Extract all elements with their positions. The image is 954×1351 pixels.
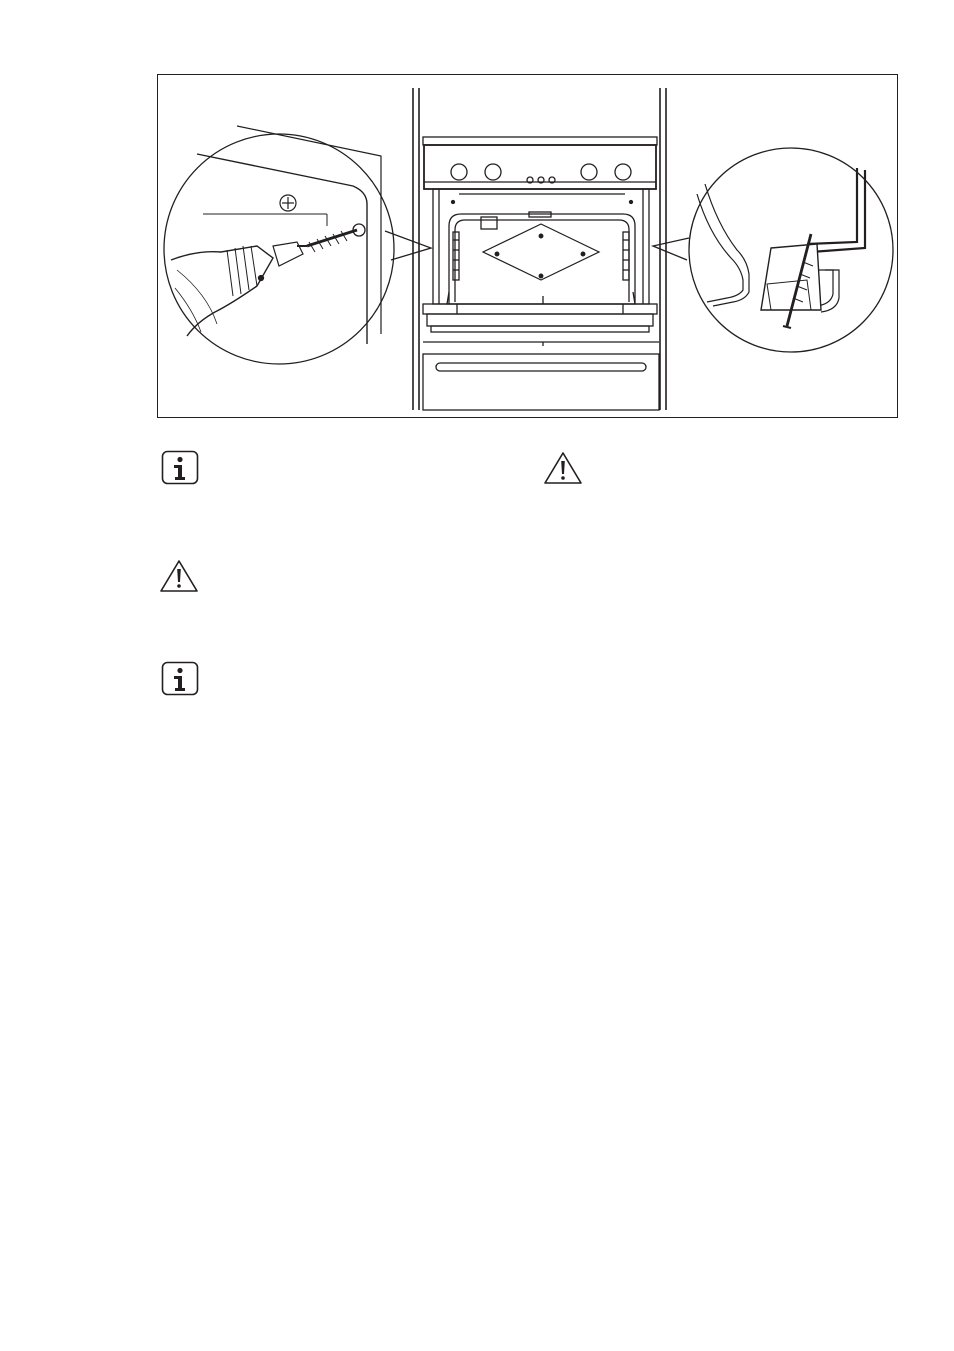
installation-diagram — [157, 74, 898, 418]
installation-figure — [157, 74, 898, 418]
warning-icon — [159, 559, 199, 595]
warning-icon — [543, 451, 583, 487]
info-icon — [161, 450, 201, 486]
info-icon — [161, 661, 201, 697]
